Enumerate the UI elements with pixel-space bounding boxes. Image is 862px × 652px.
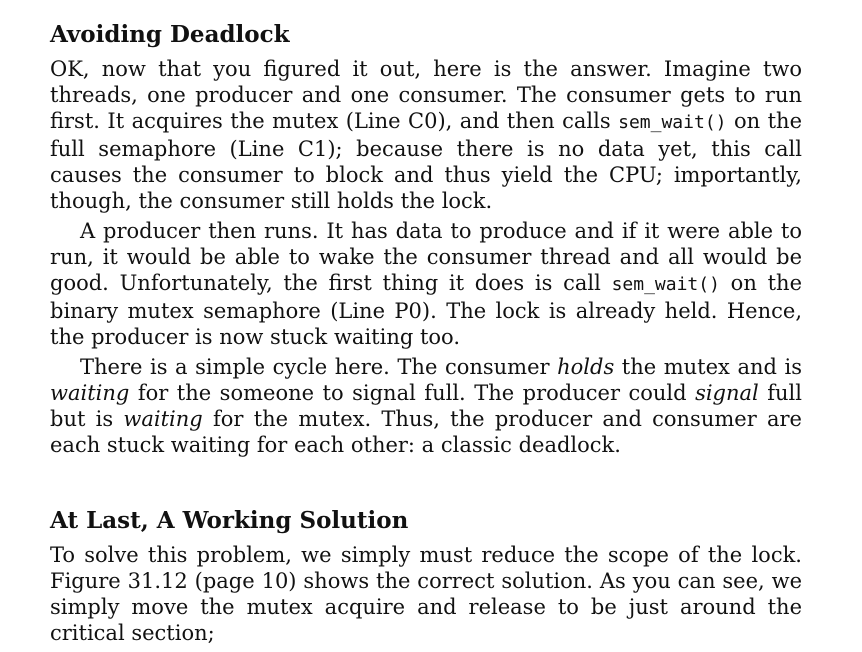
paragraph-3-text-a: There is a simple cycle here. The consumer bbox=[80, 355, 558, 379]
paragraph-3-text-b: the mutex and is bbox=[614, 355, 802, 379]
code-sem-wait: sem_wait() bbox=[618, 112, 727, 133]
paragraph-4: To solve this problem, we simply must reduce the scope of the lock. Figure 31.12 (page 10) shows the correct solution. As you can see, we simply move the mutex acquire and release to be just around the critical section; bbox=[50, 543, 802, 645]
document-page bbox=[50, 20, 802, 646]
paragraph-1-text-a: OK, now that you figured it out, here is the answer. Imagine two threads, one producer and one consumer. The consumer gets to run first. It acquires the mutex (Line C0), and then calls bbox=[50, 57, 802, 133]
emphasis-waiting: waiting bbox=[50, 381, 130, 405]
emphasis-waiting-2: waiting bbox=[123, 407, 203, 431]
section-spacer bbox=[50, 458, 802, 506]
paragraph-1 bbox=[50, 56, 802, 214]
paragraph-1-text-b: on the full semaphore (Line C1); because there is no data yet, this call causes the consumer to block and thus yield the CPU; importantly, though, the consumer still holds the lock. bbox=[50, 109, 802, 213]
paragraph-3 bbox=[50, 354, 802, 458]
paragraph-3-text-c: for the someone to signal full. The producer could bbox=[129, 381, 696, 405]
paragraph-2-text-a: A producer then runs. It has data to produce and if it were able to run, it would be able to wake the consumer thread and all would be good. Unfortunately, the first thing it does is call bbox=[50, 219, 802, 295]
paragraph-3-text-e: for the mutex. Thus, the producer and consumer are each stuck waiting for each other: a classic deadlock. bbox=[50, 407, 802, 457]
paragraph-2-text-b: on the binary mutex semaphore (Line P0). The lock is already held. Hence, the producer is now stuck waiting too. bbox=[50, 271, 802, 349]
section-heading-working-solution: At Last, A Working Solution bbox=[50, 507, 409, 534]
code-sem-wait: sem_wait() bbox=[611, 274, 720, 295]
section-heading-avoiding-deadlock: Avoiding Deadlock bbox=[50, 21, 290, 48]
paragraph-2 bbox=[50, 218, 802, 350]
emphasis-signal: signal bbox=[695, 381, 759, 405]
emphasis-holds: holds bbox=[557, 355, 615, 379]
paragraph-3-text-d: full but is bbox=[50, 381, 802, 431]
